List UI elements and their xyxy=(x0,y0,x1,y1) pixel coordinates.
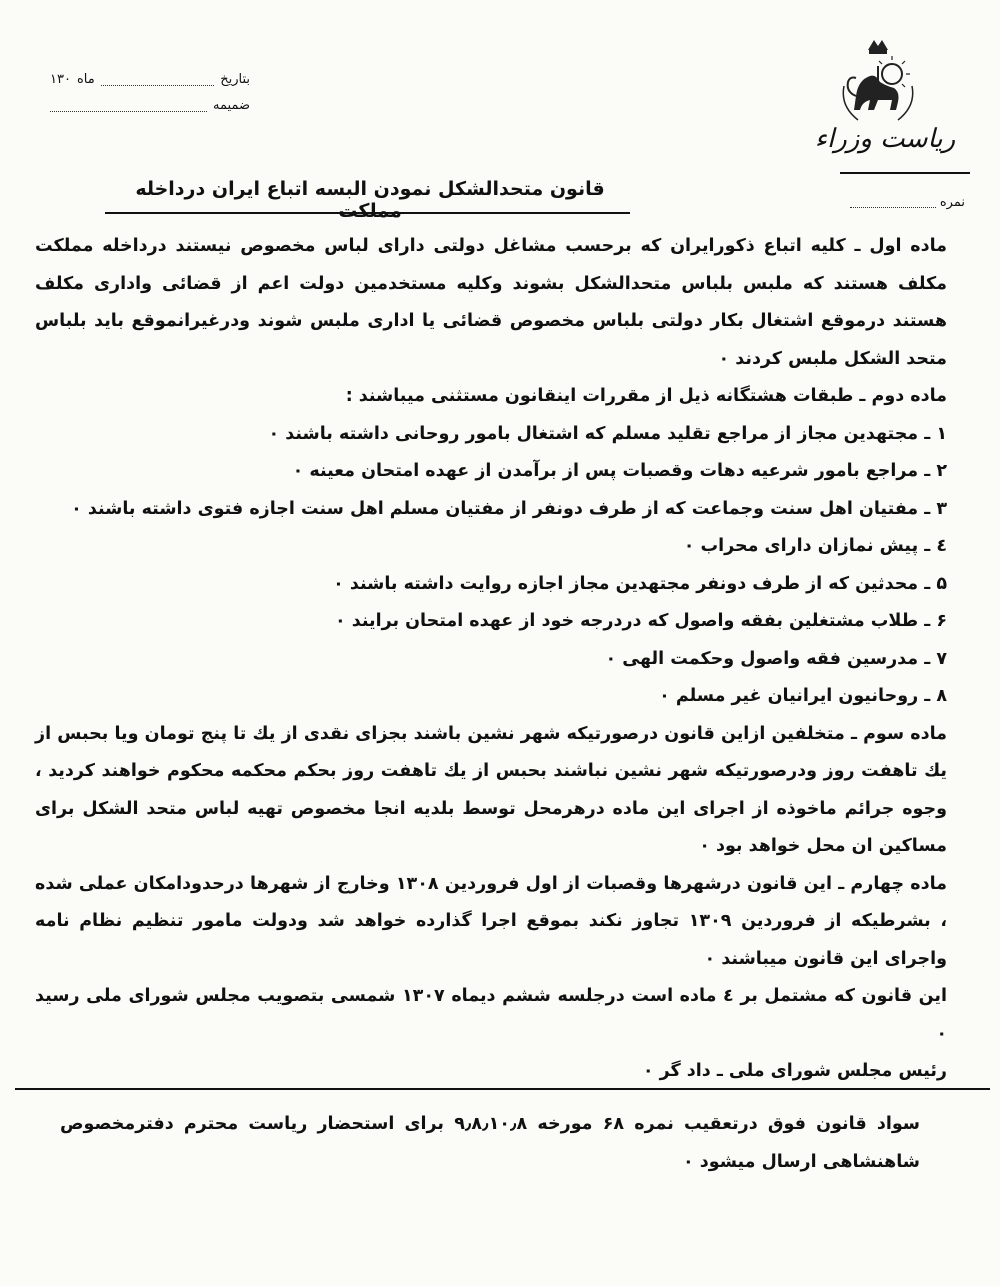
exemption-item: ۳ ـ مفتيان اهل سنت وجماعت كه از طرف دونفر از مفتيان مسلم اهل سنت اجازه فتوی داشته باشند ٠ xyxy=(71,498,947,519)
exemption-item: ۲ ـ مراجع بامور شرعيه دهات وقصبات پس از برآمدن از عهده امتحان معينه ٠ xyxy=(292,461,947,481)
article-3: ماده سوم ـ متخلفين ازاين قانون درصورتيكه شهر نشين باشند بجزای نقدی از يك تا پنج تومان ويا بحبس از يك تاهفت روز ودرصورتيكه شهر نشين نباشند بحبس از يك تاهفت روز بحكم محكمه محكوم خواهند كرديد ، وجوه جرائم ماخوذه از اجرای اين ماده درهرمحل توسط بلديه انجا مخصوص تهيه لباس متحد الشكل برای مساكين ان محل خواهد بود ٠ xyxy=(35,723,947,856)
document-title: قانون متحدالشكل نمودن البسه اتباع ايران درداخله مملكت xyxy=(135,178,605,222)
article-4: ماده چهارم ـ اين قانون درشهرها وقصبات از اول فروردين ۱۳۰۸ وخارج از شهرها درحدودامكان عملی شده ، بشرطيكه از فروردين ۱۳۰۹ تجاوز نكند بموقع اجرا گذارده خواهد شد ودولت مامور تنظيم نظام نامه واجرای اين قانون میباشند ٠ xyxy=(35,873,948,969)
title-underline xyxy=(105,212,630,214)
date-dots xyxy=(101,73,215,86)
attachment-label: ضميمه xyxy=(213,97,250,113)
number-row xyxy=(850,195,965,210)
exemption-item: ۱ ـ مجتهدين مجاز از مراجع تقليد مسلم كه اشتغال بامور روحانی داشته باشند ٠ xyxy=(268,423,947,444)
number-label: نمره xyxy=(939,195,965,210)
date-row xyxy=(50,66,250,92)
year-value: ۱۳۰ xyxy=(50,71,71,87)
exemption-item: ۸ ـ روحانيون ايرانيان غير مسلم ٠ xyxy=(659,686,947,706)
exemption-item: ۵ ـ محدثين كه از طرف دونفر مجتهدين مجاز اجازه روايت داشته باشند ٠ xyxy=(333,573,947,594)
office-underline xyxy=(840,172,970,174)
date-label: بتاريخ xyxy=(220,71,250,87)
office-name: رياست وزراء xyxy=(814,124,956,154)
document-body xyxy=(35,228,947,1091)
signature-line: رئيس مجلس شورای ملی ـ داد گر ٠ xyxy=(642,1061,947,1081)
lion-and-sun-emblem-icon xyxy=(838,36,918,126)
attachment-dots xyxy=(50,99,207,112)
date-attachment-block xyxy=(50,66,250,118)
footer-note: سواد قانون فوق درتعقيب نمره ۶۸ مورخه ۹٫۸٫۱۰٫۸ برای استحضار رياست محترم دفترمخصوص شاهنشاهی ارسال ميشود ٠ xyxy=(60,1114,920,1172)
exemption-item: ٤ ـ پيش نمازان دارای محراب ٠ xyxy=(683,536,947,556)
footer-divider xyxy=(15,1088,990,1090)
article-2: ماده دوم ـ طبقات هشتگانه ذيل از مقررات اينقانون مستثنی میباشند : xyxy=(345,386,947,406)
number-dots xyxy=(850,197,936,208)
attachment-row xyxy=(50,92,250,118)
exemption-item: ۷ ـ مدرسين فقه واصول وحكمت الهی ٠ xyxy=(605,648,947,669)
month-label: ماه xyxy=(76,71,95,87)
closing-statement: اين قانون كه مشتمل بر ٤ ماده است درجلسه ششم ديماه ۱۳۰۷ شمسی بتصويب مجلس شورای ملی رسيد ٠ xyxy=(35,986,947,1044)
exemption-item: ۶ ـ طلاب مشتغلين بفقه واصول كه دردرجه خود از عهده امتحان برايند ٠ xyxy=(334,611,947,631)
article-1: ماده اول ـ كليه اتباع ذكورايران كه برحسب مشاغل دولتی دارای لباس مخصوص نيستند درداخله مملكت مكلف هستند كه ملبس بلباس متحدالشكل بشوند وكليه مستخدمين دولت اعم از قضائی واداری مكلف هستند درموقع اشتغال بكار دولتی بلباس مخصوص قضائی يا اداری ملبس شوند ودرغيرانموقع بايد بلباس متحد الشكل ملبس كردند ٠ xyxy=(35,236,947,369)
